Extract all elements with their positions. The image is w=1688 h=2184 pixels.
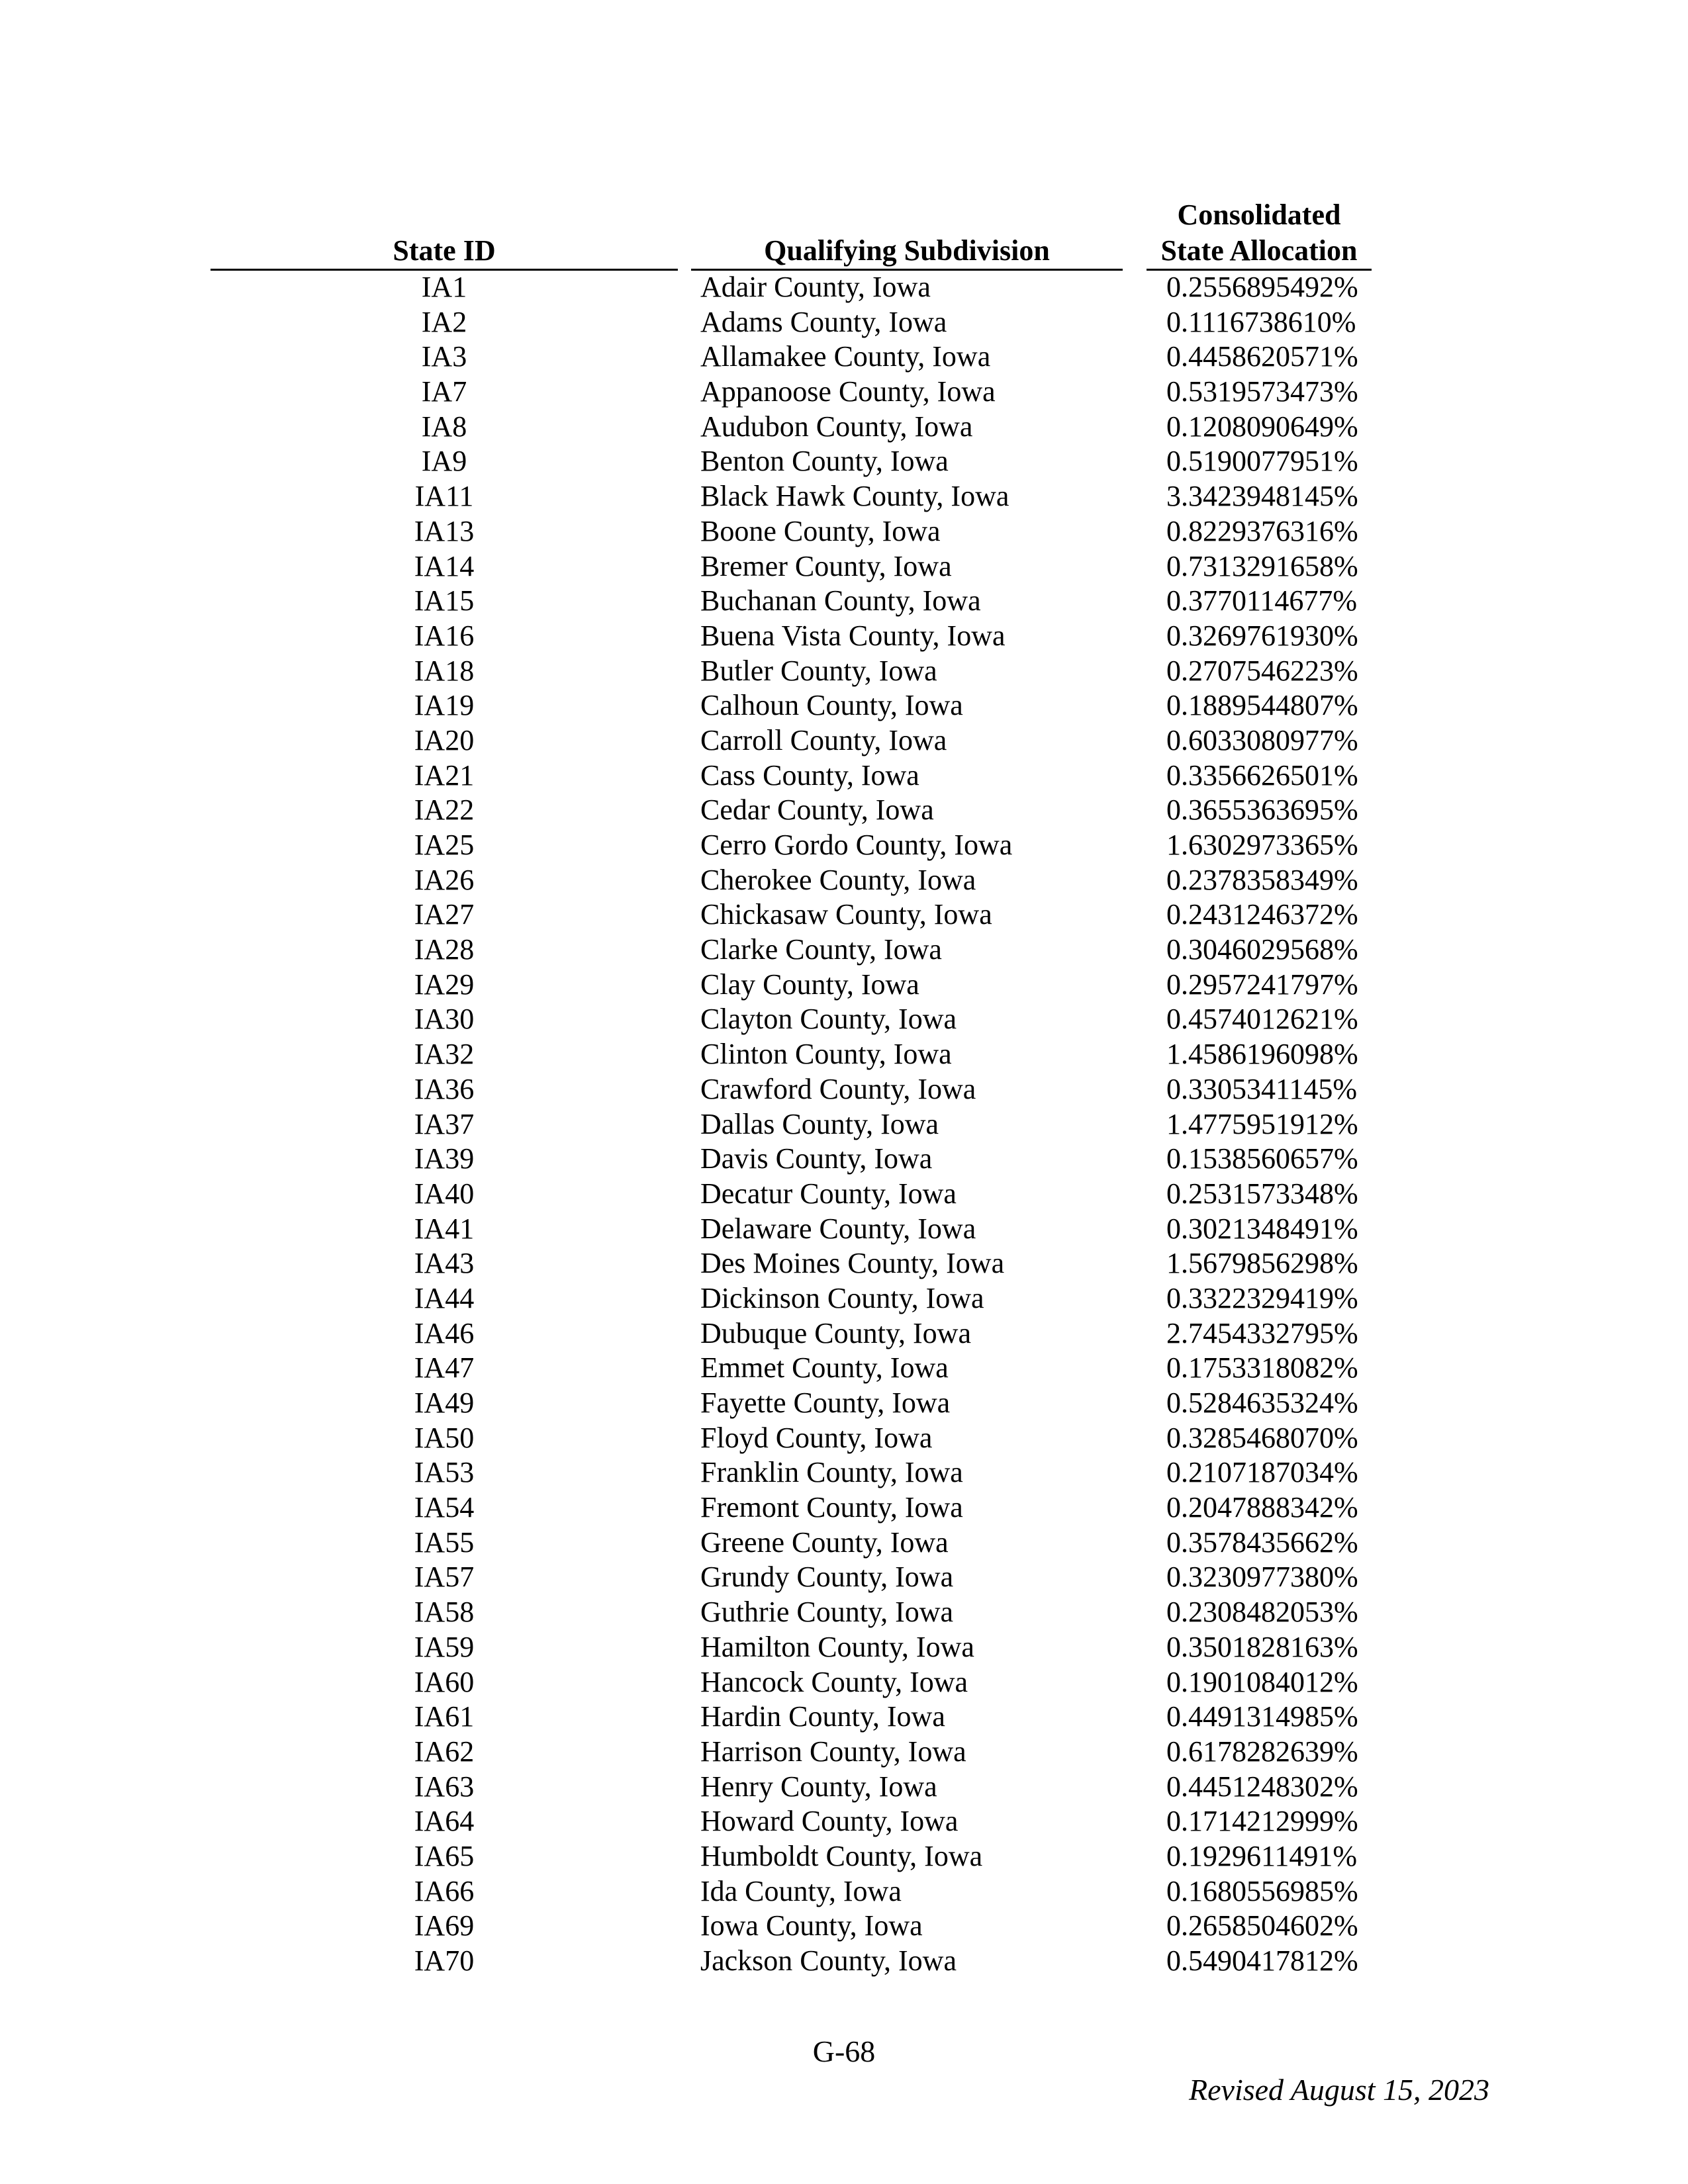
state-id-cell: IA32 <box>414 1038 475 1071</box>
table-row <box>0 1525 1688 1561</box>
table-row <box>0 1490 1688 1525</box>
subdivision-cell: Decatur County, Iowa <box>700 1177 957 1210</box>
allocation-cell: 0.3356626501% <box>1166 758 1358 792</box>
allocation-cell: 0.4451248302% <box>1166 1770 1358 1803</box>
subdivision-cell: Carroll County, Iowa <box>700 723 947 756</box>
state-id-cell: IA64 <box>414 1805 475 1838</box>
subdivision-cell: Greene County, Iowa <box>700 1525 949 1559</box>
state-id-cell: IA20 <box>414 723 475 756</box>
state-id-cell: IA53 <box>414 1456 475 1489</box>
state-id-cell: IA14 <box>414 549 475 582</box>
allocation-cell: 0.2531573348% <box>1166 1177 1358 1210</box>
subdivision-cell: Clay County, Iowa <box>700 968 919 1001</box>
state-id-cell: IA55 <box>414 1525 475 1559</box>
subdivision-cell: Boone County, Iowa <box>700 514 941 547</box>
subdivision-cell: Adams County, Iowa <box>700 305 947 338</box>
table-row <box>0 933 1688 968</box>
allocation-cell: 0.2707546223% <box>1166 654 1358 687</box>
subdivision-cell: Cedar County, Iowa <box>700 794 934 827</box>
state-id-cell: IA2 <box>421 305 467 338</box>
allocation-table-body <box>0 270 1688 1979</box>
table-row <box>0 340 1688 375</box>
subdivision-cell: Dickinson County, Iowa <box>700 1281 984 1314</box>
allocation-cell: 0.5190077951% <box>1166 445 1358 478</box>
table-row <box>0 444 1688 479</box>
allocation-cell: 0.7313291658% <box>1166 549 1358 582</box>
state-id-cell: IA37 <box>414 1107 475 1140</box>
state-id-cell: IA41 <box>414 1212 475 1245</box>
table-row <box>0 1316 1688 1351</box>
table-row <box>0 1665 1688 1700</box>
subdivision-cell: Bremer County, Iowa <box>700 549 952 582</box>
state-id-cell: IA63 <box>414 1770 475 1803</box>
state-id-cell: IA9 <box>421 445 467 478</box>
allocation-cell: 0.2308482053% <box>1166 1596 1358 1629</box>
state-id-cell: IA70 <box>414 1944 475 1977</box>
state-id-cell: IA8 <box>421 410 467 443</box>
state-id-cell: IA43 <box>414 1247 475 1280</box>
table-row <box>0 1107 1688 1142</box>
allocation-cell: 0.3655363695% <box>1166 794 1358 827</box>
allocation-cell: 1.6302973365% <box>1166 829 1358 861</box>
table-row <box>0 1874 1688 1909</box>
allocation-cell: 2.7454332795% <box>1166 1316 1358 1349</box>
state-id-cell: IA3 <box>421 340 467 373</box>
state-id-cell: IA44 <box>414 1281 475 1314</box>
table-row <box>0 828 1688 863</box>
state-id-cell: IA50 <box>414 1421 475 1454</box>
subdivision-cell: Clinton County, Iowa <box>700 1038 952 1071</box>
table-row <box>0 305 1688 340</box>
allocation-cell: 0.8229376316% <box>1166 514 1358 547</box>
table-row <box>0 1072 1688 1107</box>
table-row <box>0 549 1688 584</box>
table-row <box>0 1421 1688 1456</box>
state-id-cell: IA47 <box>414 1351 475 1385</box>
allocation-cell: 0.1929611491% <box>1166 1839 1358 1872</box>
allocation-cell: 0.6178282639% <box>1166 1735 1358 1768</box>
state-id-cell: IA25 <box>414 829 475 861</box>
subdivision-cell: Buena Vista County, Iowa <box>700 619 1006 652</box>
table-row <box>0 897 1688 933</box>
state-id-cell: IA26 <box>414 863 475 896</box>
allocation-cell: 0.2107187034% <box>1166 1456 1358 1489</box>
allocation-cell: 0.5284635324% <box>1166 1387 1358 1419</box>
allocation-cell: 0.3578435662% <box>1166 1525 1358 1559</box>
subdivision-cell: Allamakee County, Iowa <box>700 340 991 373</box>
table-row <box>0 1630 1688 1665</box>
subdivision-cell: Cherokee County, Iowa <box>700 863 976 896</box>
header-allocation-line2: State Allocation <box>1160 234 1358 267</box>
allocation-cell: 1.4586196098% <box>1166 1038 1358 1071</box>
table-row <box>0 688 1688 723</box>
table-row <box>0 584 1688 619</box>
state-id-cell: IA60 <box>414 1665 475 1698</box>
allocation-cell: 0.2556895492% <box>1166 271 1358 303</box>
subdivision-cell: Floyd County, Iowa <box>700 1421 933 1454</box>
subdivision-cell: Butler County, Iowa <box>700 654 937 687</box>
allocation-cell: 0.3230977380% <box>1166 1561 1358 1594</box>
subdivision-cell: Humboldt County, Iowa <box>700 1839 983 1872</box>
state-id-cell: IA54 <box>414 1491 475 1524</box>
table-row <box>0 1212 1688 1247</box>
allocation-cell: 0.1901084012% <box>1166 1665 1358 1698</box>
table-row <box>0 758 1688 794</box>
state-id-cell: IA27 <box>414 898 475 931</box>
table-row <box>0 1037 1688 1072</box>
subdivision-cell: Benton County, Iowa <box>700 445 949 478</box>
state-id-cell: IA58 <box>414 1596 475 1629</box>
subdivision-cell: Hamilton County, Iowa <box>700 1630 974 1663</box>
subdivision-cell: Cerro Gordo County, Iowa <box>700 829 1013 861</box>
table-row <box>0 1595 1688 1630</box>
state-id-cell: IA36 <box>414 1072 475 1105</box>
state-id-cell: IA46 <box>414 1316 475 1349</box>
state-id-cell: IA18 <box>414 654 475 687</box>
allocation-cell: 0.1680556985% <box>1166 1874 1358 1907</box>
state-id-cell: IA29 <box>414 968 475 1001</box>
allocation-cell: 0.6033080977% <box>1166 723 1358 756</box>
table-row <box>0 793 1688 828</box>
state-id-cell: IA21 <box>414 758 475 792</box>
state-id-cell: IA40 <box>414 1177 475 1210</box>
subdivision-cell: Davis County, Iowa <box>700 1142 933 1175</box>
subdivision-cell: Appanoose County, Iowa <box>700 375 996 408</box>
table-row <box>0 270 1688 305</box>
table-row <box>0 1735 1688 1770</box>
table-row <box>0 619 1688 654</box>
table-row <box>0 1770 1688 1805</box>
state-id-cell: IA65 <box>414 1839 475 1872</box>
table-row <box>0 1246 1688 1281</box>
state-id-cell: IA1 <box>421 271 467 303</box>
subdivision-cell: Crawford County, Iowa <box>700 1072 976 1105</box>
header-subdivision: Qualifying Subdivision <box>764 234 1050 267</box>
allocation-cell: 0.3269761930% <box>1166 619 1358 652</box>
table-row <box>0 723 1688 758</box>
table-row <box>0 1560 1688 1595</box>
subdivision-cell: Hardin County, Iowa <box>700 1700 945 1733</box>
state-id-cell: IA30 <box>414 1003 475 1036</box>
table-row <box>0 514 1688 549</box>
subdivision-cell: Audubon County, Iowa <box>700 410 973 443</box>
subdivision-cell: Fayette County, Iowa <box>700 1387 951 1419</box>
allocation-cell: 0.1889544807% <box>1166 689 1358 722</box>
allocation-cell: 0.5319573473% <box>1166 375 1358 408</box>
table-row <box>0 1944 1688 1979</box>
state-id-cell: IA22 <box>414 794 475 827</box>
subdivision-cell: Jackson County, Iowa <box>700 1944 957 1977</box>
allocation-cell: 0.3285468070% <box>1166 1421 1358 1454</box>
allocation-cell: 0.2431246372% <box>1166 898 1358 931</box>
state-id-cell: IA11 <box>414 480 474 513</box>
table-row <box>0 1700 1688 1735</box>
state-id-cell: IA61 <box>414 1700 475 1733</box>
subdivision-cell: Guthrie County, Iowa <box>700 1596 954 1629</box>
allocation-cell: 0.1753318082% <box>1166 1351 1358 1385</box>
table-row <box>0 479 1688 514</box>
allocation-cell: 1.4775951912% <box>1166 1107 1358 1140</box>
subdivision-cell: Black Hawk County, Iowa <box>700 480 1009 513</box>
state-id-cell: IA69 <box>414 1909 475 1942</box>
table-row <box>0 1002 1688 1037</box>
subdivision-cell: Calhoun County, Iowa <box>700 689 963 722</box>
state-id-cell: IA19 <box>414 689 475 722</box>
allocation-cell: 0.2957241797% <box>1166 968 1358 1001</box>
subdivision-cell: Franklin County, Iowa <box>700 1456 963 1489</box>
state-id-cell: IA16 <box>414 619 475 652</box>
subdivision-cell: Chickasaw County, Iowa <box>700 898 992 931</box>
allocation-cell: 0.4458620571% <box>1166 340 1358 373</box>
subdivision-cell: Clayton County, Iowa <box>700 1003 957 1036</box>
revised-date: Revised August 15, 2023 <box>1189 2073 1489 2107</box>
allocation-cell: 0.3322329419% <box>1166 1281 1358 1314</box>
allocation-cell: 0.4491314985% <box>1166 1700 1358 1733</box>
subdivision-cell: Dubuque County, Iowa <box>700 1316 971 1349</box>
subdivision-cell: Grundy County, Iowa <box>700 1561 954 1594</box>
subdivision-cell: Ida County, Iowa <box>700 1874 902 1907</box>
table-row <box>0 1909 1688 1944</box>
allocation-cell: 0.2047888342% <box>1166 1491 1358 1524</box>
subdivision-cell: Cass County, Iowa <box>700 758 919 792</box>
table-row <box>0 1281 1688 1316</box>
state-id-cell: IA62 <box>414 1735 475 1768</box>
state-id-cell: IA59 <box>414 1630 475 1663</box>
subdivision-cell: Dallas County, Iowa <box>700 1107 939 1140</box>
allocation-cell: 0.3021348491% <box>1166 1212 1358 1245</box>
subdivision-cell: Adair County, Iowa <box>700 271 931 303</box>
subdivision-cell: Harrison County, Iowa <box>700 1735 966 1768</box>
state-id-cell: IA13 <box>414 514 475 547</box>
state-id-cell: IA7 <box>421 375 467 408</box>
allocation-cell: 0.1208090649% <box>1166 410 1358 443</box>
allocation-cell: 0.3501828163% <box>1166 1630 1358 1663</box>
table-row <box>0 410 1688 445</box>
table-row <box>0 654 1688 689</box>
state-id-cell: IA66 <box>414 1874 475 1907</box>
table-row <box>0 375 1688 410</box>
allocation-cell: 0.3770114677% <box>1166 584 1358 617</box>
table-row <box>0 1351 1688 1386</box>
table-row <box>0 1177 1688 1212</box>
subdivision-cell: Fremont County, Iowa <box>700 1491 963 1524</box>
table-row <box>0 1386 1688 1421</box>
state-id-cell: IA28 <box>414 933 475 966</box>
table-row <box>0 968 1688 1003</box>
subdivision-cell: Emmet County, Iowa <box>700 1351 949 1385</box>
table-row <box>0 863 1688 898</box>
table-row <box>0 1455 1688 1490</box>
header-state-id: State ID <box>393 234 496 267</box>
header-allocation-line1: Consolidated <box>1177 199 1341 231</box>
allocation-cell: 3.3423948145% <box>1166 480 1358 513</box>
allocation-cell: 0.1116738610% <box>1166 305 1356 338</box>
allocation-cell: 0.1714212999% <box>1166 1805 1358 1838</box>
subdivision-cell: Delaware County, Iowa <box>700 1212 976 1245</box>
table-row <box>0 1142 1688 1177</box>
state-id-cell: IA15 <box>414 584 475 617</box>
page-number: G-68 <box>812 2034 876 2068</box>
subdivision-cell: Clarke County, Iowa <box>700 933 942 966</box>
state-id-cell: IA39 <box>414 1142 475 1175</box>
allocation-cell: 0.2658504602% <box>1166 1909 1358 1942</box>
table-row <box>0 1804 1688 1839</box>
allocation-cell: 0.3046029568% <box>1166 933 1358 966</box>
allocation-cell: 0.2378358349% <box>1166 863 1358 896</box>
allocation-cell: 0.4574012621% <box>1166 1003 1358 1036</box>
state-id-cell: IA49 <box>414 1387 475 1419</box>
subdivision-cell: Iowa County, Iowa <box>700 1909 923 1942</box>
subdivision-cell: Howard County, Iowa <box>700 1805 959 1838</box>
table-row <box>0 1839 1688 1874</box>
allocation-cell: 0.3305341145% <box>1166 1072 1358 1105</box>
allocation-cell: 0.5490417812% <box>1166 1944 1358 1977</box>
subdivision-cell: Hancock County, Iowa <box>700 1665 968 1698</box>
subdivision-cell: Buchanan County, Iowa <box>700 584 981 617</box>
subdivision-cell: Des Moines County, Iowa <box>700 1247 1005 1280</box>
subdivision-cell: Henry County, Iowa <box>700 1770 937 1803</box>
allocation-cell: 1.5679856298% <box>1166 1247 1358 1280</box>
state-id-cell: IA57 <box>414 1561 475 1594</box>
allocation-cell: 0.1538560657% <box>1166 1142 1358 1175</box>
